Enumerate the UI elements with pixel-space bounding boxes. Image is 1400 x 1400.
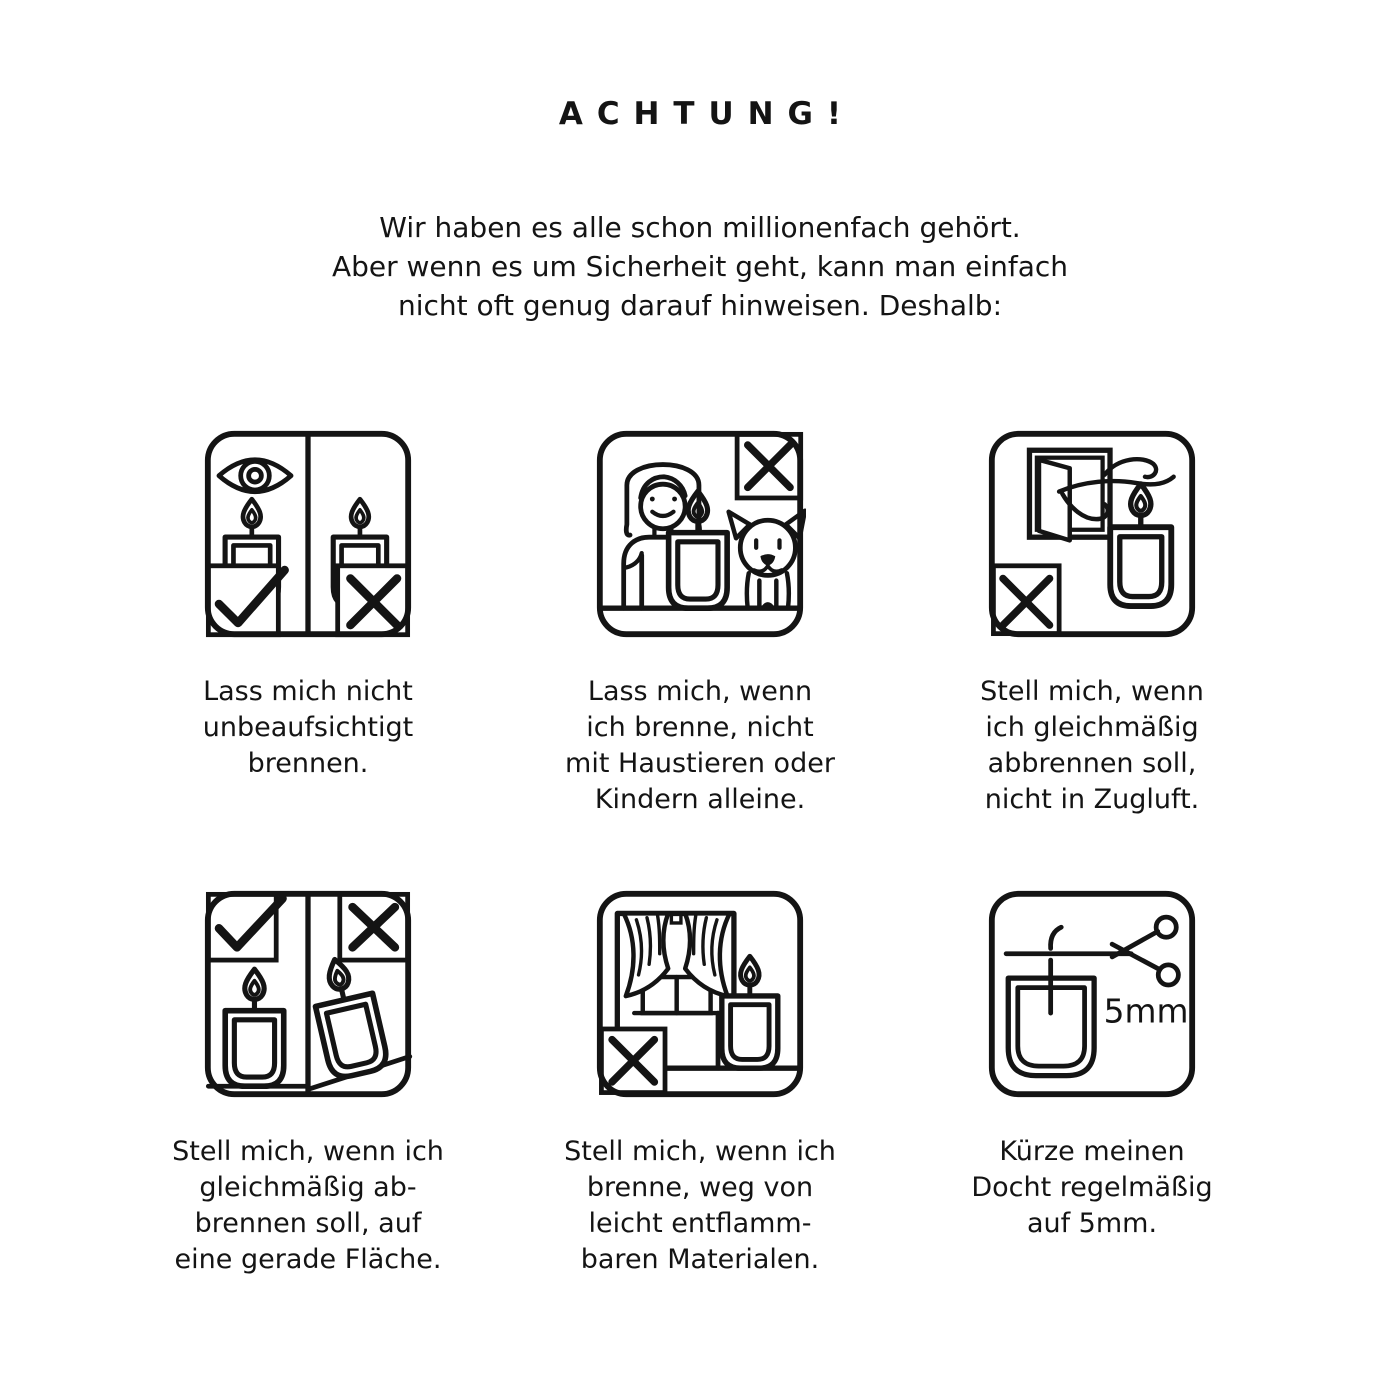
caption-unattended [203,674,413,782]
wick-length-label: 5mm [1103,992,1189,1031]
card-flat-surface [112,888,504,1278]
caption-kids-pets [565,674,835,818]
caption-flammable [564,1134,836,1278]
caption-line: Stell mich, wenn ich [172,1136,444,1167]
pictogram-grid [112,428,1288,1278]
card-unattended [112,428,504,818]
caption-flat-surface [172,1134,444,1278]
caption-line: Docht regelmäßig [971,1172,1213,1203]
caption-line: ich gleichmäßig [985,712,1199,743]
caption-line: Lass mich, wenn [587,676,813,707]
intro-line: Wir haben es alle schon millionenfach gehört. [379,211,1021,244]
caption-line: baren Materialen. [580,1244,820,1275]
card-draft [896,428,1288,818]
caption-line: brenne, weg von [586,1172,814,1203]
unattended-candle-icon [202,428,414,640]
caption-trim-wick [971,1134,1212,1242]
caption-line: leicht entflamm- [588,1208,812,1239]
caption-line: brennen. [247,748,369,779]
draft-icon [986,428,1198,640]
flat-surface-icon [202,888,414,1100]
caption-line: Stell mich, wenn ich [564,1136,836,1167]
caption-line: Kindern alleine. [594,784,806,815]
caption-line: Stell mich, wenn [980,676,1204,707]
intro-text [0,208,1400,325]
caption-line: gleichmäßig ab- [199,1172,417,1203]
caption-line: abbrennen soll, [987,748,1197,779]
intro-line: nicht oft genug darauf hinweisen. Deshalb: [398,289,1002,322]
caption-line: eine gerade Fläche. [174,1244,442,1275]
kids-and-pets-icon [594,428,806,640]
caption-line: brennen soll, auf [194,1208,422,1239]
caption-line: mit Haustieren oder [565,748,835,779]
caption-line: ich brenne, nicht [586,712,814,743]
caption-line: auf 5mm. [1026,1208,1158,1239]
caption-line: nicht in Zugluft. [984,784,1200,815]
trim-wick-icon [986,888,1198,1100]
caption-draft [980,674,1204,818]
intro-line: Aber wenn es um Sicherheit geht, kann man einfach [331,250,1069,283]
page-title: ACHTUNG! [558,96,856,132]
caption-line: Kürze meinen [999,1136,1185,1167]
card-kids-pets [504,428,896,818]
caption-line: Lass mich nicht [203,676,413,707]
card-flammable [504,888,896,1278]
card-trim-wick [896,888,1288,1278]
caption-line: unbeaufsichtigt [202,712,414,743]
flammable-materials-icon [594,888,806,1100]
